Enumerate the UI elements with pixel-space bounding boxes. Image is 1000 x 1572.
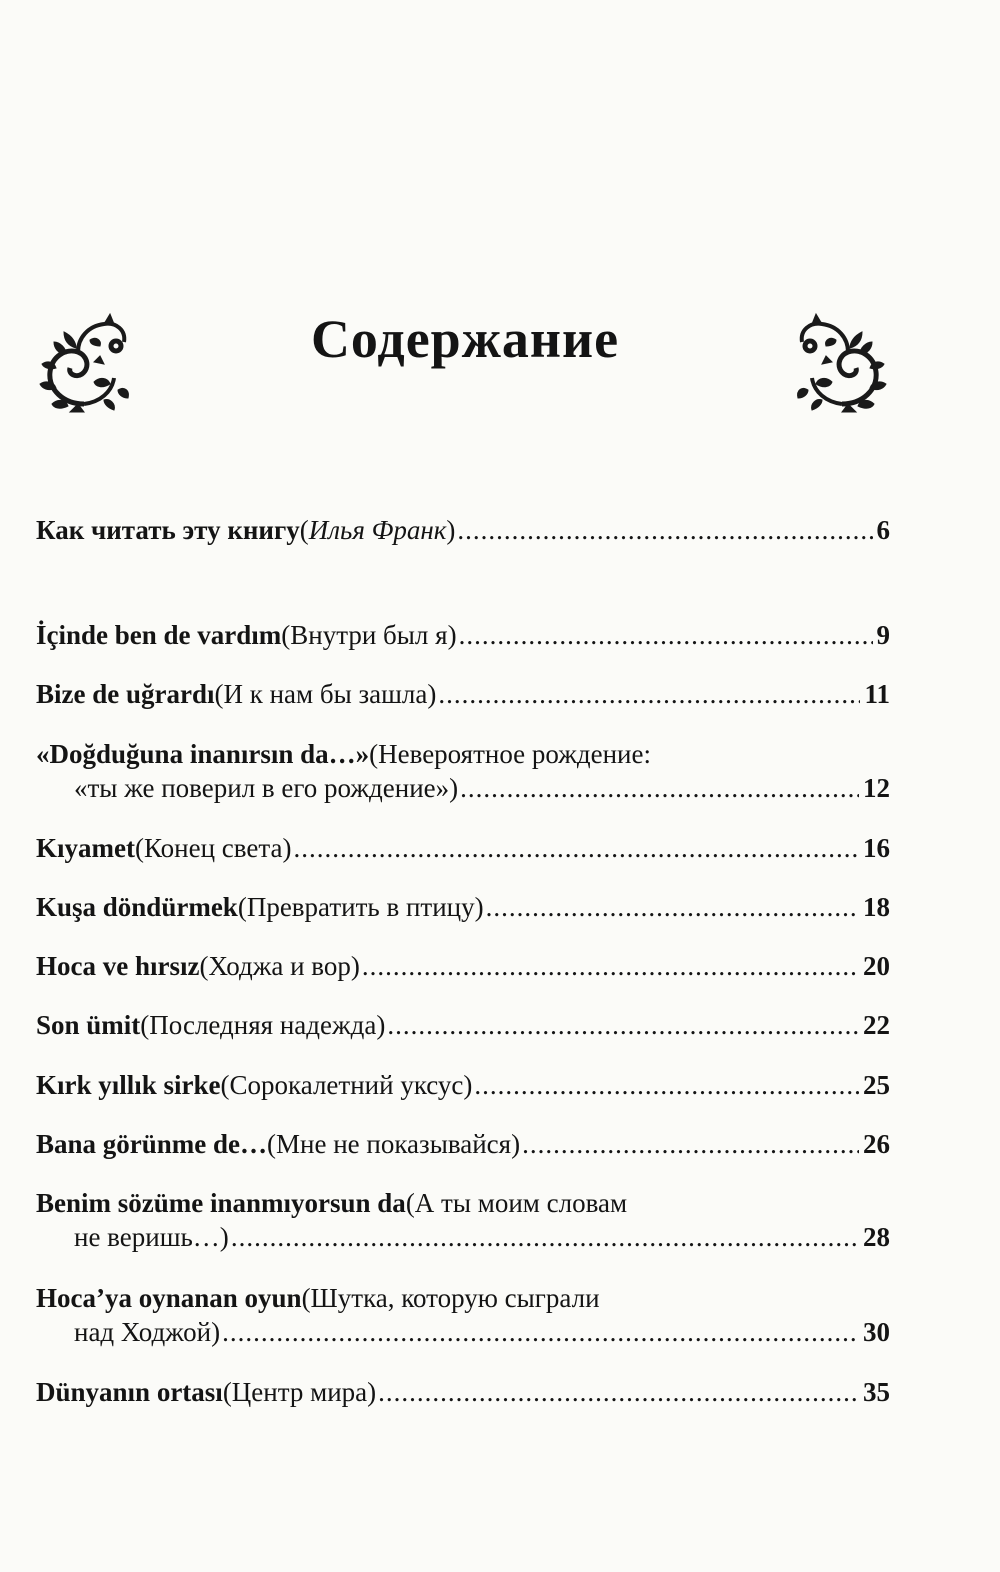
- entry-translation: (Невероятное рождение:: [369, 739, 651, 769]
- entry-title: Dünyanın ortası: [36, 1377, 223, 1407]
- toc-entry[interactable]: [36, 1127, 890, 1161]
- page-number: 20: [863, 951, 890, 981]
- toc-entry[interactable]: [36, 1068, 890, 1102]
- page-number: 16: [863, 833, 890, 863]
- dot-leader: [457, 513, 872, 547]
- entry-author: Илья Франк: [308, 515, 447, 545]
- entry-title: Kuşa döndürmek: [36, 892, 238, 922]
- toc-entry[interactable]: [36, 1008, 890, 1042]
- dot-leader: [362, 949, 859, 983]
- toc-entry[interactable]: [36, 1281, 890, 1349]
- dot-leader: [293, 831, 859, 865]
- toc-entry[interactable]: [36, 831, 890, 865]
- dot-leader: [459, 618, 873, 652]
- entry-title: Bize de uğrardı: [36, 679, 215, 709]
- entry-title: Hoca’ya oynanan oyun: [36, 1283, 302, 1313]
- entry-translation: (Конец света): [134, 833, 292, 863]
- dot-leader: [378, 1375, 859, 1409]
- page-number: 12: [863, 773, 890, 803]
- toc-entry[interactable]: [36, 1375, 890, 1409]
- entry-translation: (Сорокалетний уксус): [220, 1070, 473, 1100]
- entry-translation: (А ты моим словам: [405, 1188, 628, 1218]
- page-number: 18: [863, 892, 890, 922]
- entry-translation: (Шутка, которую сыграли: [301, 1283, 600, 1313]
- page-number: 30: [863, 1317, 890, 1347]
- toc-entry[interactable]: [36, 737, 890, 805]
- entry-title: Как читать эту книгу: [36, 515, 300, 545]
- page-number: 9: [876, 620, 890, 650]
- entry-translation: (Мне не показывайся): [267, 1129, 521, 1159]
- entry-translation: (Центр мира): [222, 1377, 377, 1407]
- page-number: 6: [876, 515, 890, 545]
- dot-leader: [460, 771, 859, 805]
- entry-title: Benim sözüme inanmıyorsun da: [36, 1188, 406, 1218]
- page-number: 22: [863, 1010, 890, 1040]
- page-number: 35: [863, 1377, 890, 1407]
- page-number: 11: [864, 679, 890, 709]
- toc-entry[interactable]: [36, 513, 890, 547]
- dot-leader: [387, 1008, 859, 1042]
- entry-translation-continued: не веришь…): [74, 1222, 229, 1252]
- entry-translation-continued: «ты же поверил в его рождение»): [74, 773, 459, 803]
- entry-title: Son ümit: [36, 1010, 141, 1040]
- entry-title: Bana görünme de…: [36, 1129, 268, 1159]
- page-number: 26: [863, 1129, 890, 1159]
- dot-leader: [522, 1127, 859, 1161]
- toc-entry[interactable]: [36, 1186, 890, 1254]
- floral-ornament-icon: [792, 312, 892, 416]
- dot-leader: [231, 1220, 859, 1254]
- entry-translation: (Ходжа и вор): [199, 951, 360, 981]
- toc-entry[interactable]: [36, 949, 890, 983]
- dot-leader: [486, 890, 859, 924]
- entry-translation: (Превратить в птицу): [237, 892, 484, 922]
- entry-translation: (Внутри был я): [281, 620, 457, 650]
- page-title: Содержание: [310, 309, 620, 369]
- entry-title: İçinde ben de vardım: [36, 620, 282, 650]
- dot-leader: [222, 1315, 859, 1349]
- entry-title: Kıyamet: [36, 833, 135, 863]
- page-number: 28: [863, 1222, 890, 1252]
- entry-title: Kırk yıllık sirke: [36, 1070, 221, 1100]
- entry-paren-close: ): [446, 515, 456, 545]
- entry-title: «Doğduğuna inanırsın da…»: [36, 739, 370, 769]
- page-number: 25: [863, 1070, 890, 1100]
- entry-translation: (Последняя надежда): [140, 1010, 386, 1040]
- dot-leader: [438, 677, 860, 711]
- toc-entry[interactable]: [36, 618, 890, 652]
- dot-leader: [474, 1068, 859, 1102]
- entry-translation-continued: над Ходжой): [74, 1317, 221, 1347]
- toc-entry[interactable]: [36, 890, 890, 924]
- entry-title: Hoca ve hırsız: [36, 951, 200, 981]
- entry-translation: (И к нам бы зашла): [214, 679, 437, 709]
- entry-paren-open: (: [299, 515, 309, 545]
- toc-entry[interactable]: [36, 677, 890, 711]
